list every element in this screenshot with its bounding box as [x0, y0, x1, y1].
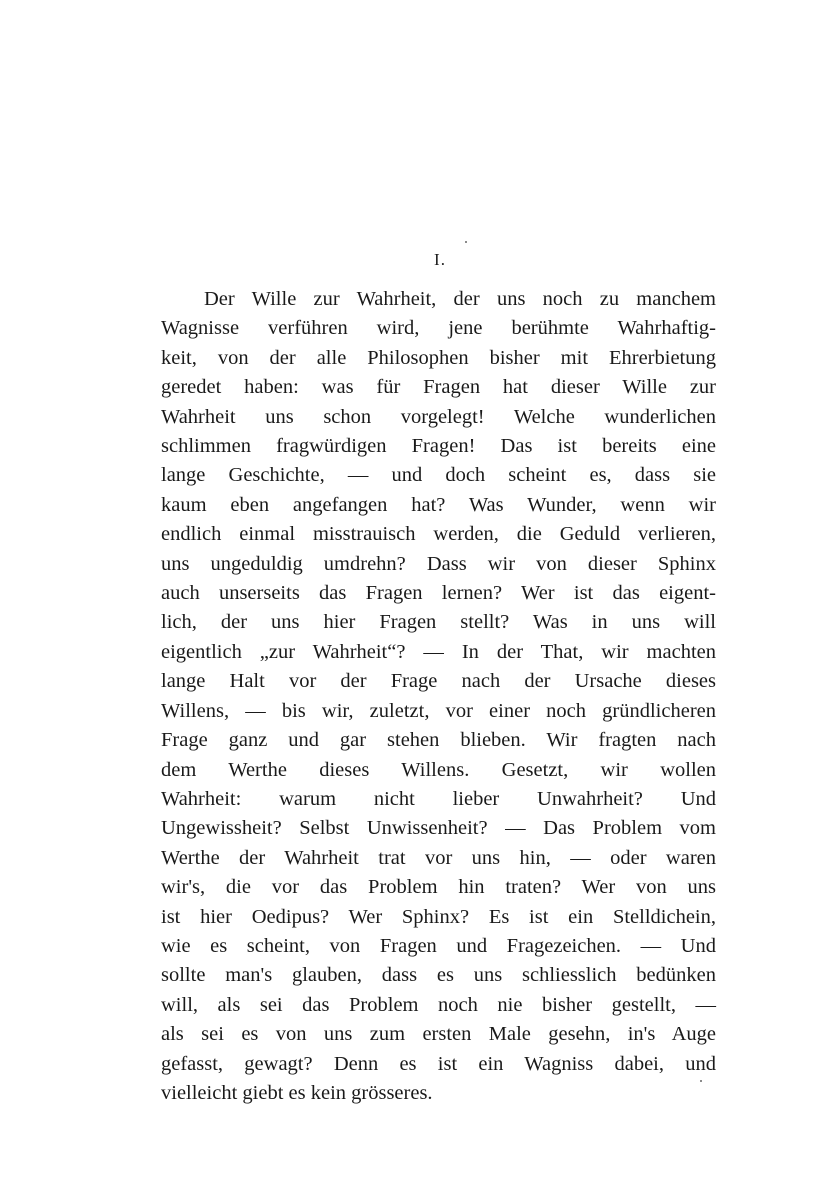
paragraph-line: keit, von der alle Philosophen bisher mit Ehrerbietung [161, 346, 716, 369]
paragraph-line: dem Werthe dieses Willens. Gesetzt, wir wollen [161, 758, 716, 781]
paragraph-line: Der Wille zur Wahrheit, der uns noch zu manchem [204, 288, 716, 310]
paragraph [161, 285, 716, 1108]
paragraph-line: vielleicht giebt es kein grösseres. [161, 1081, 433, 1104]
paragraph-line: lich, der uns hier Fragen stellt? Was in uns will [161, 611, 716, 634]
paragraph-line: wir's, die vor das Problem hin traten? Wer von uns [161, 876, 716, 899]
paragraph-line: Werthe der Wahrheit trat vor uns hin, — oder waren [161, 846, 716, 869]
paragraph-line: endlich einmal misstrauisch werden, die Geduld verlieren, [161, 523, 716, 546]
paragraph-line: als sei es von uns zum ersten Male gesehn, in's Auge [161, 1023, 716, 1046]
paragraph-line: will, als sei das Problem noch nie bisher gestellt, — [161, 993, 716, 1016]
paragraph-line: Wagnisse verführen wird, jene berühmte Wahrhaftig- [161, 317, 716, 340]
paragraph-line: uns ungeduldig umdrehn? Dass wir von dieser Sphinx [161, 552, 716, 575]
paragraph-line: lange Geschichte, — und doch scheint es, dass sie [161, 464, 716, 487]
paragraph-line: Frage ganz und gar stehen blieben. Wir fragten nach [161, 729, 716, 752]
paragraph-line: kaum eben angefangen hat? Was Wunder, wenn wir [161, 493, 716, 516]
paragraph-line: Wahrheit: warum nicht lieber Unwahrheit? Und [161, 787, 716, 810]
ink-speck [465, 241, 467, 243]
section-number: I. [434, 250, 446, 269]
paragraph-line: ist hier Oedipus? Wer Sphinx? Es ist ein Stelldichein, [161, 905, 716, 928]
paragraph-line: Willens, — bis wir, zuletzt, vor einer noch gründlicheren [161, 699, 716, 722]
paragraph-line: gefasst, gewagt? Denn es ist ein Wagniss dabei, und [161, 1052, 716, 1075]
paragraph-line: sollte man's glauben, dass es uns schliesslich bedünken [161, 964, 716, 987]
paragraph-line: lange Halt vor der Frage nach der Ursache dieses [161, 670, 716, 693]
paragraph-line: Wahrheit uns schon vorgelegt! Welche wunderlichen [161, 405, 716, 428]
paragraph-line: auch unserseits das Fragen lernen? Wer ist das eigent- [161, 582, 716, 605]
paragraph-line: schlimmen fragwürdigen Fragen! Das ist bereits eine [161, 435, 716, 458]
paragraph-line: Ungewissheit? Selbst Unwissenheit? — Das Problem vom [161, 817, 716, 840]
paragraph-line: geredet haben: was für Fragen hat dieser Wille zur [161, 376, 716, 399]
paragraph-line: wie es scheint, von Fragen und Fragezeichen. — Und [161, 934, 716, 957]
paragraph-line: eigentlich „zur Wahrheit“? — In der That, wir machten [161, 640, 716, 663]
